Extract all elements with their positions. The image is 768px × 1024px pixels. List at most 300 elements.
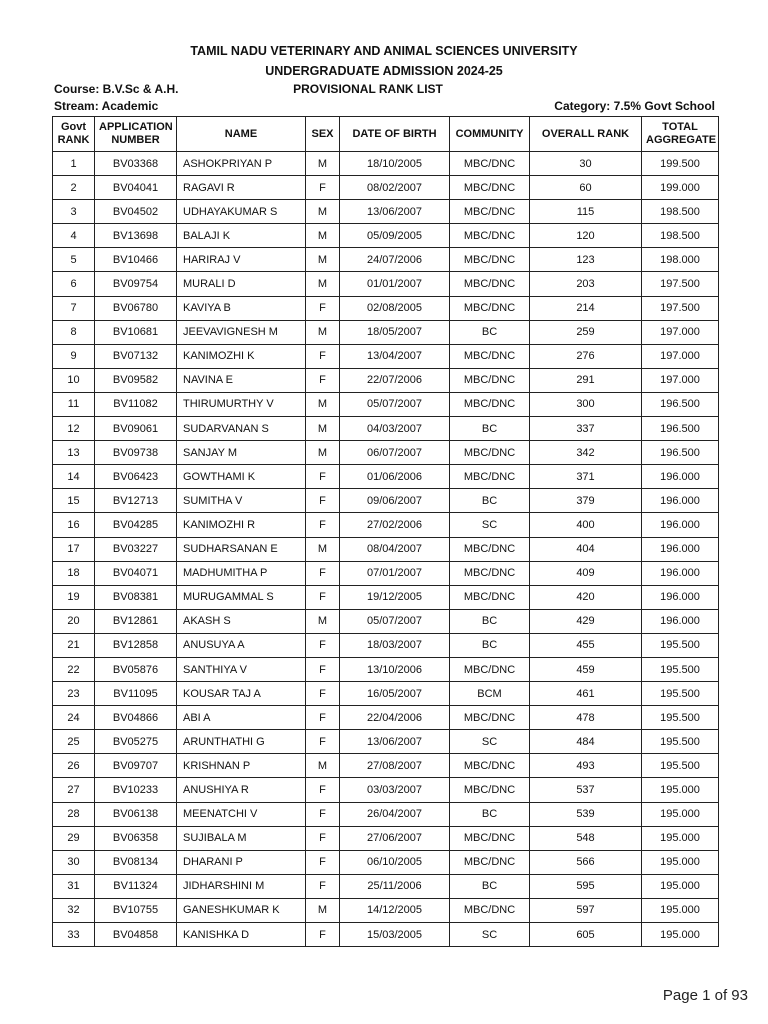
application-number-cell: BV12858	[95, 633, 177, 657]
table-row	[53, 272, 719, 296]
govt-rank-cell: 10	[53, 368, 95, 392]
aggregate-cell: 195.000	[642, 850, 719, 874]
overall-rank-cell: 404	[530, 537, 642, 561]
overall-rank-cell: 400	[530, 513, 642, 537]
application-number-cell: BV04285	[95, 513, 177, 537]
sex-cell: F	[306, 778, 340, 802]
application-number-cell: BV04866	[95, 706, 177, 730]
aggregate-cell: 196.000	[642, 561, 719, 585]
course-label: Course: B.V.Sc & A.H.	[54, 82, 179, 96]
overall-rank-cell: 595	[530, 874, 642, 898]
govt-rank-cell: 5	[53, 248, 95, 272]
community-cell: BC	[450, 489, 530, 513]
name-cell: HARIRAJ V	[177, 248, 306, 272]
sex-cell: F	[306, 923, 340, 947]
dob-cell: 09/06/2007	[340, 489, 450, 513]
community-cell: BCM	[450, 682, 530, 706]
application-number-cell: BV11082	[95, 392, 177, 416]
application-number-cell: BV04071	[95, 561, 177, 585]
table-row	[53, 657, 719, 681]
govt-rank-cell: 28	[53, 802, 95, 826]
dob-cell: 24/07/2006	[340, 248, 450, 272]
table-row	[53, 802, 719, 826]
sex-cell: F	[306, 706, 340, 730]
name-cell: DHARANI P	[177, 850, 306, 874]
table-row	[53, 513, 719, 537]
aggregate-cell: 195.500	[642, 730, 719, 754]
table-row	[53, 874, 719, 898]
dob-cell: 19/12/2005	[340, 585, 450, 609]
community-cell: SC	[450, 730, 530, 754]
name-cell: ASHOKPRIYAN P	[177, 152, 306, 176]
application-number-cell: BV07132	[95, 344, 177, 368]
aggregate-cell: 196.000	[642, 537, 719, 561]
application-number-cell: BV12861	[95, 609, 177, 633]
overall-rank-cell: 455	[530, 633, 642, 657]
overall-rank-cell: 493	[530, 754, 642, 778]
name-cell: KANISHKA D	[177, 923, 306, 947]
govt-rank-cell: 21	[53, 633, 95, 657]
name-cell: KRISHNAN P	[177, 754, 306, 778]
name-cell: BALAJI K	[177, 224, 306, 248]
name-cell: KAVIYA B	[177, 296, 306, 320]
dob-cell: 06/07/2007	[340, 441, 450, 465]
sex-cell: M	[306, 898, 340, 922]
govt-rank-cell: 27	[53, 778, 95, 802]
name-cell: SANJAY M	[177, 441, 306, 465]
govt-rank-cell: 1	[53, 152, 95, 176]
name-cell: MADHUMITHA P	[177, 561, 306, 585]
name-cell: THIRUMURTHY V	[177, 392, 306, 416]
govt-rank-cell: 19	[53, 585, 95, 609]
dob-cell: 13/06/2007	[340, 200, 450, 224]
overall-rank-cell: 478	[530, 706, 642, 730]
aggregate-cell: 196.000	[642, 609, 719, 633]
dob-cell: 06/10/2005	[340, 850, 450, 874]
community-cell: SC	[450, 923, 530, 947]
sex-cell: F	[306, 585, 340, 609]
table-row	[53, 609, 719, 633]
table-row	[53, 200, 719, 224]
table-body	[53, 152, 719, 947]
sex-cell: F	[306, 657, 340, 681]
application-number-cell: BV10681	[95, 320, 177, 344]
table-row	[53, 441, 719, 465]
overall-rank-cell: 461	[530, 682, 642, 706]
table-row	[53, 296, 719, 320]
sex-cell: F	[306, 682, 340, 706]
overall-rank-cell: 203	[530, 272, 642, 296]
sex-cell: M	[306, 224, 340, 248]
community-cell: MBC/DNC	[450, 585, 530, 609]
govt-rank-cell: 29	[53, 826, 95, 850]
govt-rank-cell: 16	[53, 513, 95, 537]
table-row	[53, 465, 719, 489]
overall-rank-cell: 379	[530, 489, 642, 513]
sex-cell: F	[306, 874, 340, 898]
application-number-cell: BV06138	[95, 802, 177, 826]
page-indicator: Page 1 of 93	[662, 987, 748, 1004]
aggregate-cell: 195.000	[642, 802, 719, 826]
name-cell: SANTHIYA V	[177, 657, 306, 681]
dob-cell: 07/01/2007	[340, 561, 450, 585]
table-row	[53, 923, 719, 947]
sex-cell: M	[306, 417, 340, 441]
community-cell: MBC/DNC	[450, 826, 530, 850]
community-cell: SC	[450, 513, 530, 537]
aggregate-cell: 197.500	[642, 272, 719, 296]
name-cell: UDHAYAKUMAR S	[177, 200, 306, 224]
aggregate-cell: 195.000	[642, 826, 719, 850]
name-cell: SUDHARSANAN E	[177, 537, 306, 561]
overall-rank-cell: 597	[530, 898, 642, 922]
application-number-cell: BV04502	[95, 200, 177, 224]
overall-rank-cell: 300	[530, 392, 642, 416]
govt-rank-cell: 18	[53, 561, 95, 585]
table-row	[53, 320, 719, 344]
sex-cell: F	[306, 826, 340, 850]
govt-rank-cell: 22	[53, 657, 95, 681]
overall-rank-cell: 30	[530, 152, 642, 176]
community-cell: BC	[450, 633, 530, 657]
dob-cell: 01/06/2006	[340, 465, 450, 489]
sex-cell: M	[306, 754, 340, 778]
govt-rank-cell: 32	[53, 898, 95, 922]
community-cell: MBC/DNC	[450, 465, 530, 489]
table-row	[53, 392, 719, 416]
govt-rank-cell: 4	[53, 224, 95, 248]
sex-cell: M	[306, 392, 340, 416]
aggregate-cell: 198.500	[642, 224, 719, 248]
sex-cell: F	[306, 465, 340, 489]
overall-rank-cell: 259	[530, 320, 642, 344]
name-cell: SUMITHA V	[177, 489, 306, 513]
rank-table	[52, 116, 719, 947]
community-cell: MBC/DNC	[450, 296, 530, 320]
name-cell: ARUNTHATHI G	[177, 730, 306, 754]
aggregate-cell: 195.500	[642, 706, 719, 730]
community-cell: MBC/DNC	[450, 392, 530, 416]
dob-cell: 08/02/2007	[340, 176, 450, 200]
overall-rank-cell: 429	[530, 609, 642, 633]
application-number-cell: BV04041	[95, 176, 177, 200]
dob-cell: 13/06/2007	[340, 730, 450, 754]
sex-cell: M	[306, 441, 340, 465]
aggregate-cell: 195.000	[642, 778, 719, 802]
table-row	[53, 898, 719, 922]
community-cell: BC	[450, 874, 530, 898]
aggregate-cell: 199.000	[642, 176, 719, 200]
dob-cell: 18/05/2007	[340, 320, 450, 344]
aggregate-cell: 198.000	[642, 248, 719, 272]
govt-rank-cell: 7	[53, 296, 95, 320]
list-title: PROVISIONAL RANK LIST	[293, 82, 443, 96]
sex-cell: F	[306, 176, 340, 200]
dob-cell: 14/12/2005	[340, 898, 450, 922]
table-row	[53, 754, 719, 778]
aggregate-cell: 196.500	[642, 392, 719, 416]
community-cell: MBC/DNC	[450, 657, 530, 681]
admission-title: UNDERGRADUATE ADMISSION 2024-25	[265, 64, 503, 78]
govt-rank-cell: 14	[53, 465, 95, 489]
govt-rank-cell: 23	[53, 682, 95, 706]
sex-cell: F	[306, 633, 340, 657]
application-number-cell: BV09582	[95, 368, 177, 392]
table-row	[53, 730, 719, 754]
sex-cell: M	[306, 320, 340, 344]
sex-cell: M	[306, 609, 340, 633]
govt-rank-cell: 6	[53, 272, 95, 296]
dob-cell: 27/08/2007	[340, 754, 450, 778]
overall-rank-cell: 537	[530, 778, 642, 802]
table-row	[53, 778, 719, 802]
govt-rank-cell: 11	[53, 392, 95, 416]
govt-rank-cell: 17	[53, 537, 95, 561]
name-cell: KOUSAR TAJ A	[177, 682, 306, 706]
application-number-cell: BV09754	[95, 272, 177, 296]
name-cell: RAGAVI R	[177, 176, 306, 200]
table-row	[53, 152, 719, 176]
govt-rank-cell: 8	[53, 320, 95, 344]
govt-rank-cell: 2	[53, 176, 95, 200]
application-number-cell: BV13698	[95, 224, 177, 248]
aggregate-cell: 195.000	[642, 898, 719, 922]
application-number-cell: BV09707	[95, 754, 177, 778]
name-cell: MURALI D	[177, 272, 306, 296]
aggregate-cell: 198.500	[642, 200, 719, 224]
column-header: TOTAL AGGREGATE	[642, 117, 719, 152]
govt-rank-cell: 12	[53, 417, 95, 441]
name-cell: AKASH S	[177, 609, 306, 633]
aggregate-cell: 195.500	[642, 633, 719, 657]
govt-rank-cell: 31	[53, 874, 95, 898]
name-cell: KANIMOZHI K	[177, 344, 306, 368]
govt-rank-cell: 3	[53, 200, 95, 224]
dob-cell: 01/01/2007	[340, 272, 450, 296]
overall-rank-cell: 605	[530, 923, 642, 947]
sex-cell: F	[306, 344, 340, 368]
name-cell: JIDHARSHINI M	[177, 874, 306, 898]
application-number-cell: BV12713	[95, 489, 177, 513]
aggregate-cell: 197.000	[642, 320, 719, 344]
column-header: NAME	[177, 117, 306, 152]
community-cell: MBC/DNC	[450, 368, 530, 392]
application-number-cell: BV03227	[95, 537, 177, 561]
category-label: Category: 7.5% Govt School	[554, 99, 715, 113]
table-row	[53, 368, 719, 392]
govt-rank-cell: 33	[53, 923, 95, 947]
aggregate-cell: 196.500	[642, 441, 719, 465]
application-number-cell: BV10755	[95, 898, 177, 922]
column-header: SEX	[306, 117, 340, 152]
table-row	[53, 850, 719, 874]
community-cell: BC	[450, 609, 530, 633]
table-row	[53, 633, 719, 657]
dob-cell: 05/07/2007	[340, 392, 450, 416]
aggregate-cell: 195.000	[642, 923, 719, 947]
overall-rank-cell: 276	[530, 344, 642, 368]
dob-cell: 18/10/2005	[340, 152, 450, 176]
table-row	[53, 417, 719, 441]
application-number-cell: BV06358	[95, 826, 177, 850]
table-row	[53, 537, 719, 561]
overall-rank-cell: 214	[530, 296, 642, 320]
dob-cell: 03/03/2007	[340, 778, 450, 802]
table-header-row	[53, 117, 719, 152]
community-cell: MBC/DNC	[450, 561, 530, 585]
sex-cell: F	[306, 802, 340, 826]
aggregate-cell: 197.000	[642, 344, 719, 368]
govt-rank-cell: 26	[53, 754, 95, 778]
sex-cell: M	[306, 537, 340, 561]
dob-cell: 22/07/2006	[340, 368, 450, 392]
govt-rank-cell: 25	[53, 730, 95, 754]
dob-cell: 05/09/2005	[340, 224, 450, 248]
name-cell: MURUGAMMAL S	[177, 585, 306, 609]
community-cell: MBC/DNC	[450, 344, 530, 368]
community-cell: MBC/DNC	[450, 152, 530, 176]
university-title: TAMIL NADU VETERINARY AND ANIMAL SCIENCES UNIVERSITY	[190, 44, 578, 58]
sex-cell: M	[306, 152, 340, 176]
aggregate-cell: 195.500	[642, 657, 719, 681]
overall-rank-cell: 291	[530, 368, 642, 392]
overall-rank-cell: 539	[530, 802, 642, 826]
dob-cell: 16/05/2007	[340, 682, 450, 706]
table-row	[53, 682, 719, 706]
stream-label: Stream: Academic	[54, 99, 159, 113]
sex-cell: F	[306, 489, 340, 513]
column-header: COMMUNITY	[450, 117, 530, 152]
table-row	[53, 706, 719, 730]
community-cell: MBC/DNC	[450, 176, 530, 200]
name-cell: SUJIBALA M	[177, 826, 306, 850]
govt-rank-cell: 30	[53, 850, 95, 874]
aggregate-cell: 195.500	[642, 754, 719, 778]
name-cell: ABI A	[177, 706, 306, 730]
community-cell: MBC/DNC	[450, 537, 530, 561]
govt-rank-cell: 9	[53, 344, 95, 368]
overall-rank-cell: 60	[530, 176, 642, 200]
name-cell: JEEVAVIGNESH M	[177, 320, 306, 344]
community-cell: MBC/DNC	[450, 272, 530, 296]
column-header: OVERALL RANK	[530, 117, 642, 152]
community-cell: MBC/DNC	[450, 224, 530, 248]
govt-rank-cell: 13	[53, 441, 95, 465]
aggregate-cell: 196.000	[642, 465, 719, 489]
table-row	[53, 248, 719, 272]
column-header: APPLICATION NUMBER	[95, 117, 177, 152]
dob-cell: 13/04/2007	[340, 344, 450, 368]
application-number-cell: BV04858	[95, 923, 177, 947]
dob-cell: 02/08/2005	[340, 296, 450, 320]
aggregate-cell: 197.000	[642, 368, 719, 392]
table-row	[53, 826, 719, 850]
sex-cell: F	[306, 561, 340, 585]
application-number-cell: BV11324	[95, 874, 177, 898]
dob-cell: 15/03/2005	[340, 923, 450, 947]
overall-rank-cell: 459	[530, 657, 642, 681]
sex-cell: F	[306, 730, 340, 754]
govt-rank-cell: 24	[53, 706, 95, 730]
table-row	[53, 585, 719, 609]
application-number-cell: BV09738	[95, 441, 177, 465]
overall-rank-cell: 123	[530, 248, 642, 272]
table-row	[53, 176, 719, 200]
name-cell: NAVINA E	[177, 368, 306, 392]
dob-cell: 22/04/2006	[340, 706, 450, 730]
overall-rank-cell: 120	[530, 224, 642, 248]
application-number-cell: BV08381	[95, 585, 177, 609]
community-cell: MBC/DNC	[450, 200, 530, 224]
community-cell: MBC/DNC	[450, 706, 530, 730]
dob-cell: 08/04/2007	[340, 537, 450, 561]
overall-rank-cell: 115	[530, 200, 642, 224]
aggregate-cell: 195.000	[642, 874, 719, 898]
table-row	[53, 344, 719, 368]
column-header: DATE OF BIRTH	[340, 117, 450, 152]
application-number-cell: BV10466	[95, 248, 177, 272]
overall-rank-cell: 484	[530, 730, 642, 754]
dob-cell: 25/11/2006	[340, 874, 450, 898]
aggregate-cell: 196.000	[642, 585, 719, 609]
overall-rank-cell: 342	[530, 441, 642, 465]
community-cell: MBC/DNC	[450, 898, 530, 922]
name-cell: MEENATCHI V	[177, 802, 306, 826]
name-cell: GANESHKUMAR K	[177, 898, 306, 922]
overall-rank-cell: 409	[530, 561, 642, 585]
aggregate-cell: 196.000	[642, 489, 719, 513]
application-number-cell: BV06423	[95, 465, 177, 489]
overall-rank-cell: 420	[530, 585, 642, 609]
name-cell: ANUSUYA A	[177, 633, 306, 657]
application-number-cell: BV08134	[95, 850, 177, 874]
community-cell: BC	[450, 802, 530, 826]
community-cell: MBC/DNC	[450, 850, 530, 874]
govt-rank-cell: 20	[53, 609, 95, 633]
application-number-cell: BV10233	[95, 778, 177, 802]
community-cell: MBC/DNC	[450, 248, 530, 272]
column-header: Govt RANK	[53, 117, 95, 152]
community-cell: MBC/DNC	[450, 754, 530, 778]
community-cell: BC	[450, 417, 530, 441]
aggregate-cell: 197.500	[642, 296, 719, 320]
community-cell: BC	[450, 320, 530, 344]
aggregate-cell: 196.500	[642, 417, 719, 441]
dob-cell: 13/10/2006	[340, 657, 450, 681]
dob-cell: 27/02/2006	[340, 513, 450, 537]
aggregate-cell: 195.500	[642, 682, 719, 706]
dob-cell: 26/04/2007	[340, 802, 450, 826]
name-cell: KANIMOZHI R	[177, 513, 306, 537]
name-cell: SUDARVANAN S	[177, 417, 306, 441]
application-number-cell: BV09061	[95, 417, 177, 441]
overall-rank-cell: 371	[530, 465, 642, 489]
table-row	[53, 224, 719, 248]
sex-cell: F	[306, 368, 340, 392]
application-number-cell: BV11095	[95, 682, 177, 706]
aggregate-cell: 199.500	[642, 152, 719, 176]
table-row	[53, 489, 719, 513]
name-cell: ANUSHIYA R	[177, 778, 306, 802]
application-number-cell: BV03368	[95, 152, 177, 176]
aggregate-cell: 196.000	[642, 513, 719, 537]
sex-cell: F	[306, 850, 340, 874]
sex-cell: M	[306, 200, 340, 224]
application-number-cell: BV05876	[95, 657, 177, 681]
sex-cell: F	[306, 296, 340, 320]
application-number-cell: BV05275	[95, 730, 177, 754]
sex-cell: M	[306, 248, 340, 272]
